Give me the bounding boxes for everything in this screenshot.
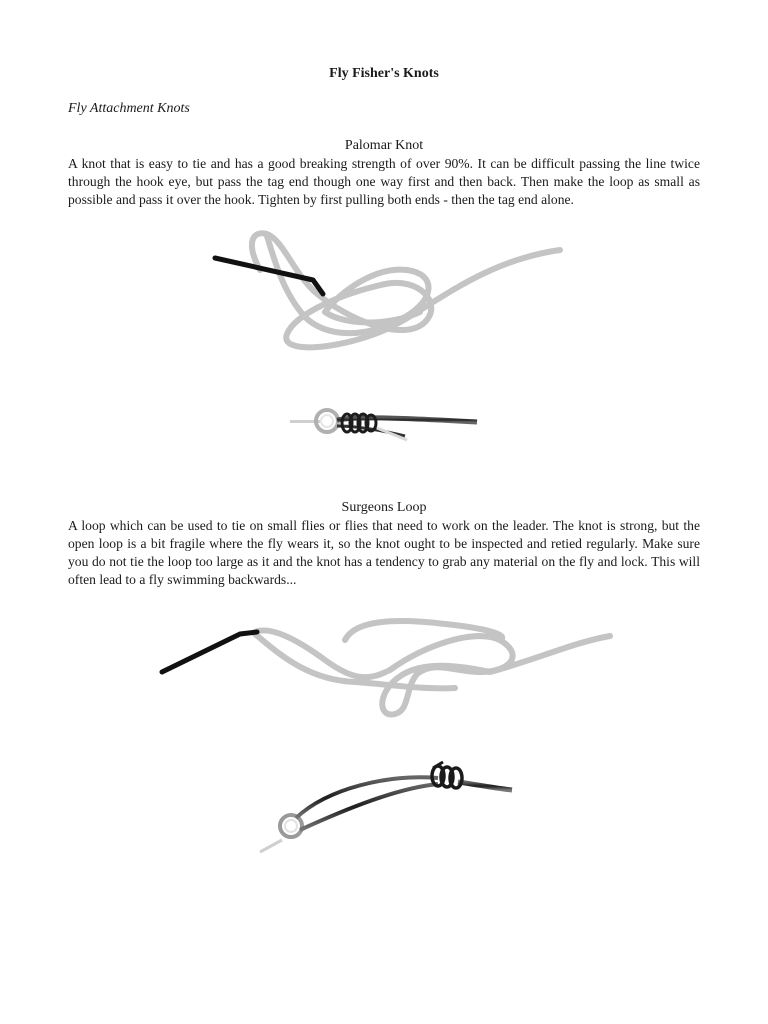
palomar-knot-photo — [285, 392, 480, 457]
section-heading: Fly Attachment Knots — [68, 101, 190, 116]
palomar-knot-title: Palomar Knot — [344, 138, 424, 153]
palomar-knot-diagram — [175, 222, 595, 372]
surgeons-loop-diagram — [155, 610, 615, 730]
surgeons-loop-photo — [258, 748, 513, 868]
page-title: Fly Fisher's Knots — [329, 66, 439, 81]
surgeons-loop-title: Surgeons Loop — [341, 500, 427, 515]
palomar-knot-description: A knot that is easy to tie and has a good breaking strength of over 90%. It can be difficult passing the line twice through the hook eye, but pass the tag end though one way first and then back. Then make the loop as small as possible and pass it over the hook. Tighten by first pulling both ends - then the tag end alone. — [68, 156, 700, 207]
surgeons-loop-description: A loop which can be used to tie on small flies or flies that need to work on the leader. The knot is strong, but the open loop is a bit fragile where the fly wears it, so the knot ought to be inspected and retied regularly. Make sure you do not tie the loop too large as it and the knot has a tendency to grab any material on the fly and lock. This will often lead to a fly swimming backwards... — [68, 518, 700, 587]
